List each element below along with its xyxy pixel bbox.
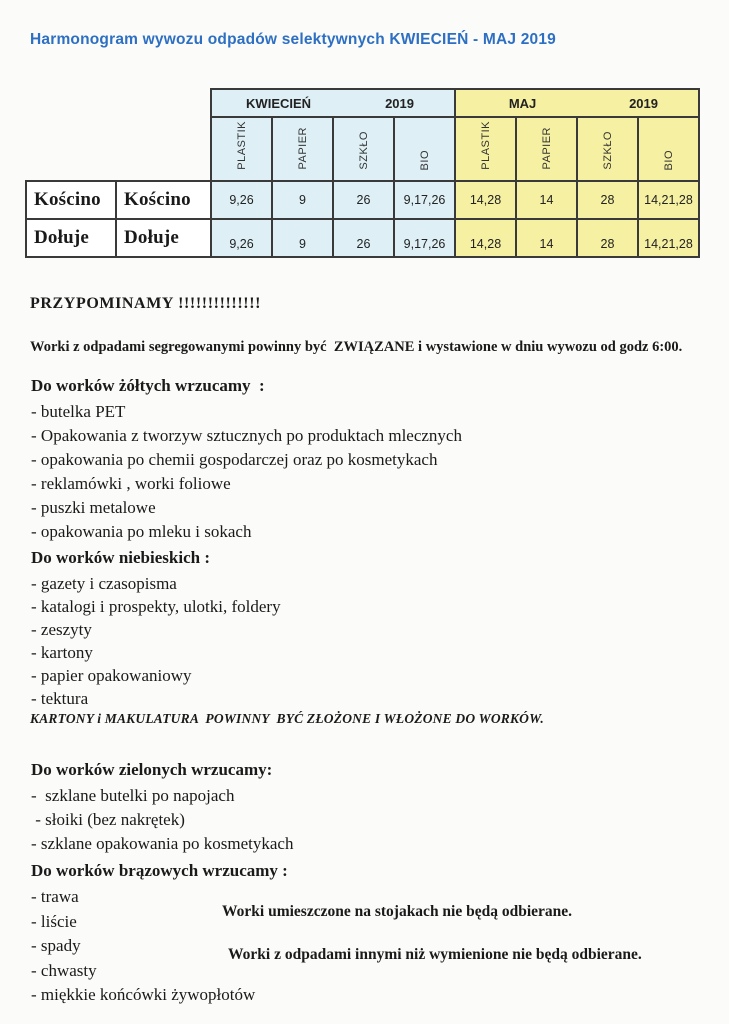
schedule-cell: 9,26 (211, 219, 272, 257)
schedule-cell: 14,28 (455, 219, 516, 257)
schedule-cell: 26 (333, 181, 394, 219)
list-item: - szklane butelki po napojach (31, 786, 235, 805)
month-year-maj: 2019 (629, 95, 658, 111)
month-header-maj (455, 89, 699, 117)
stands-note: Worki umieszczone na stojakach nie będą odbierane. (222, 903, 573, 920)
section-heading: Do worków żółtych wrzucamy : (31, 376, 265, 395)
cardboard-note: KARTONY i MAKULATURA POWINNY BYĆ ZŁOŻONE I WŁOŻONE DO WORKÓW. (30, 711, 544, 726)
waste-col-label: PAPIER (540, 127, 553, 170)
section-heading: Do worków niebieskich : (31, 548, 210, 567)
waste-col-label: SZKŁO (357, 131, 370, 170)
list-item: - zeszyty (31, 620, 92, 639)
table-empty-corner (26, 89, 211, 117)
month-header-kwiecien-content (212, 96, 454, 111)
waste-col-label: PAPIER (296, 127, 309, 170)
list-item: - tektura (31, 689, 89, 708)
schedule-cell: 9,17,26 (394, 219, 455, 257)
list-item: - kartony (31, 643, 93, 662)
schedule-cell: 9,26 (211, 181, 272, 219)
list-item: - spady (31, 936, 81, 955)
schedule-cell: 14 (516, 219, 577, 257)
list-item: - liście (31, 911, 77, 931)
schedule-cell: 26 (333, 219, 394, 257)
waste-col-label: BIO (662, 149, 675, 170)
page-title: Harmonogram wywozu odpadów selektywnych KWIECIEŃ - MAJ 2019 (30, 31, 556, 48)
list-item: - trawa (31, 887, 79, 906)
schedule-cell: 28 (577, 219, 638, 257)
schedule-cell: 14 (516, 181, 577, 219)
list-item: - katalogi i prospekty, ulotki, foldery (31, 597, 281, 616)
month-header-maj-content (456, 96, 698, 111)
month-header-kwiecien (211, 89, 455, 117)
schedule-cell: 14,28 (455, 181, 516, 219)
list-item: - butelka PET (31, 402, 126, 421)
reminder-heading: PRZYPOMINAMY !!!!!!!!!!!!!! (30, 295, 262, 312)
section-blue-bags (31, 548, 281, 710)
month-year-kwiecien: 2019 (385, 95, 414, 111)
waste-header-row (26, 117, 699, 181)
schedule-cell: 9,17,26 (394, 181, 455, 219)
schedule-table (25, 88, 700, 258)
schedule-cell: 9 (272, 181, 333, 219)
list-item: - puszki metalowe (31, 498, 156, 517)
waste-col-header-szklo-maj (577, 117, 638, 181)
locality-cell: Dołuje (26, 219, 116, 257)
waste-col-label: PLASTIK (235, 121, 248, 170)
list-item: - Opakowania z tworzyw sztucznych po produktach mlecznych (31, 426, 462, 445)
reminder-note: Worki z odpadami segregowanymi powinny być ZWIĄZANE i wystawione w dniu wywozu od godz 6:00. (30, 339, 683, 355)
waste-col-header-plastik-maj (455, 117, 516, 181)
table-empty-corner (26, 117, 211, 181)
waste-col-header-papier-maj (516, 117, 577, 181)
schedule-row-koscino (26, 181, 699, 219)
list-item: - szklane opakowania po kosmetykach (31, 834, 294, 853)
month-name-maj: MAJ (508, 95, 537, 111)
schedule-cell: 14,21,28 (638, 181, 699, 219)
month-header-row (26, 89, 699, 117)
section-yellow-bags (31, 376, 462, 544)
list-item: - miękkie końcówki żywopłotów (31, 985, 256, 1004)
section-heading: Do worków brązowych wrzucamy : (31, 861, 288, 880)
section-heading: Do worków zielonych wrzucamy: (31, 760, 273, 779)
section-green-bags (31, 760, 293, 856)
waste-col-header-szklo-kwiecien (333, 117, 394, 181)
locality-cell: Dołuje (116, 219, 211, 257)
waste-col-label: PLASTIK (479, 121, 492, 170)
other-waste-note: Worki z odpadami innymi niż wymienione nie będą odbierane. (228, 946, 642, 963)
list-item: - papier opakowaniowy (31, 666, 192, 685)
waste-col-header-bio-kwiecien (394, 117, 455, 181)
list-item: - opakowania po mleku i sokach (31, 522, 252, 541)
schedule-cell: 14,21,28 (638, 219, 699, 257)
list-item: - opakowania po chemii gospodarczej oraz po kosmetykach (31, 450, 438, 469)
schedule-cell: 9 (272, 219, 333, 257)
waste-col-header-bio-maj (638, 117, 699, 181)
locality-cell: Kościno (26, 181, 116, 219)
locality-cell: Kościno (116, 181, 211, 219)
list-item: - słoiki (bez nakrętek) (31, 810, 185, 829)
list-item: - reklamówki , worki foliowe (31, 474, 231, 493)
waste-col-header-plastik-kwiecien (211, 117, 272, 181)
schedule-cell: 28 (577, 181, 638, 219)
waste-col-label: BIO (418, 149, 431, 170)
waste-col-header-papier-kwiecien (272, 117, 333, 181)
waste-col-label: SZKŁO (601, 131, 614, 170)
schedule-row-doluje (26, 219, 699, 257)
month-name-kwiecien: KWIECIEŃ (246, 95, 312, 111)
list-item: - chwasty (31, 960, 97, 980)
list-item: - gazety i czasopisma (31, 574, 177, 593)
section-brown-bags (31, 861, 288, 1008)
